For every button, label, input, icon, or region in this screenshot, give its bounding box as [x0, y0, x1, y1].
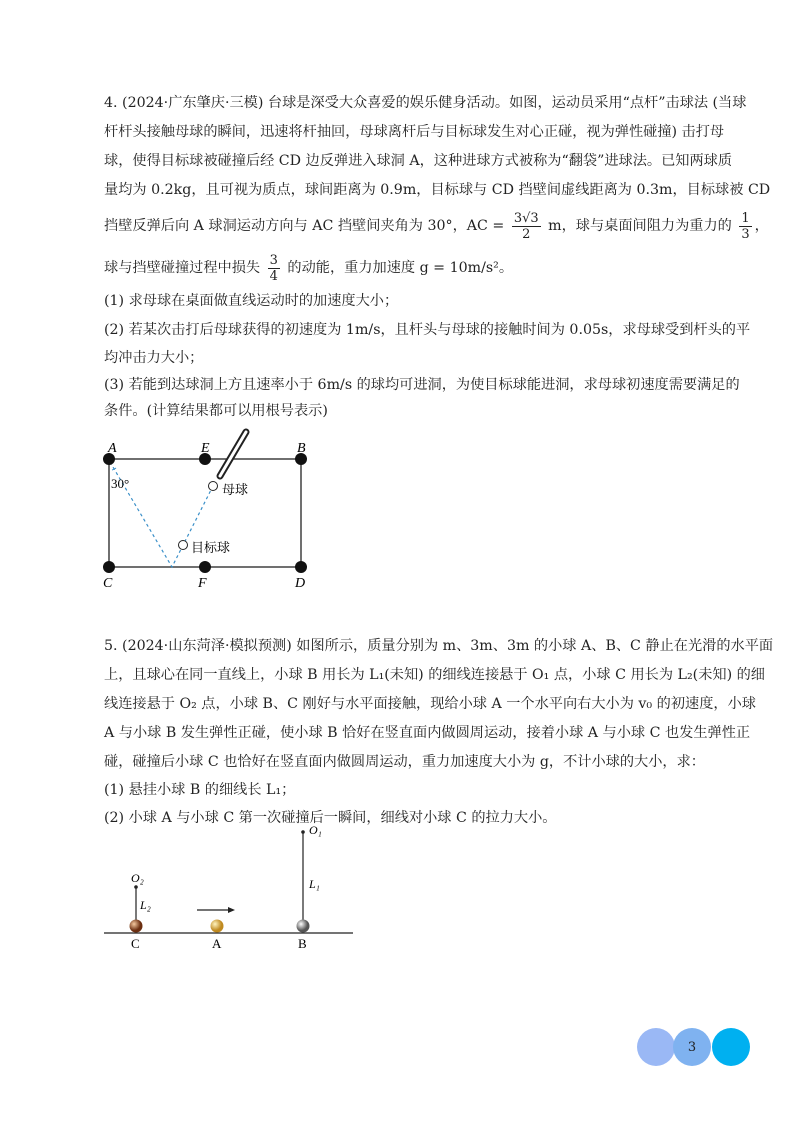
- label-l1: L₁: [309, 877, 320, 891]
- ball-a: [211, 920, 224, 933]
- q5-line: 线连接悬于 O₂ 点，小球 B、C 刚好与水平面接触，现给小球 A 一个水平向右大小为 v₀ 的初速度，小球: [104, 696, 756, 712]
- cue-ball-label: 母球: [222, 482, 249, 497]
- ball-c: [130, 920, 143, 933]
- label-e: E: [201, 441, 210, 456]
- pivot-o1: [301, 830, 305, 834]
- q4-line: 量均为 0.2kg，且可视为质点，球间距离为 0.9m，目标球与 CD 挡壁间虚线距离为 0.3m，目标球被 CD: [104, 182, 771, 198]
- numerator: 1: [741, 210, 750, 226]
- q5-sub: (1) 悬挂小球 B 的细线长 L₁；: [104, 782, 296, 798]
- pocket-c: [103, 561, 115, 573]
- q4-sub: 条件。(计算结果都可以用根号表示): [104, 403, 328, 419]
- ball-b: [297, 920, 310, 933]
- label-f: F: [198, 576, 207, 591]
- cue-ball: [209, 482, 218, 491]
- pocket-f: [199, 561, 211, 573]
- page-badge-left: [637, 1028, 675, 1066]
- pocket-d: [295, 561, 307, 573]
- denominator: 2: [522, 226, 531, 242]
- label-b: B: [298, 936, 307, 951]
- label-a: A: [212, 936, 222, 951]
- q4-sub: (1) 求母球在桌面做直线运动时的加速度大小；: [104, 293, 399, 309]
- target-ball-label: 目标球: [191, 540, 231, 555]
- label-a: A: [108, 441, 117, 456]
- denominator: 4: [269, 268, 278, 284]
- label-d: D: [295, 576, 306, 591]
- label-o1: O₁: [309, 823, 322, 837]
- q4-sub: (2) 若某次击打后母球获得的初速度为 1m/s，且杆头与母球的接触时间为 0.05s，求母球受到杆头的平: [104, 322, 751, 338]
- q4-sub: (3) 若能到达球洞上方且速率小于 6m/s 的球均可进洞，为使目标球能进洞，求母球初速度需要满足的: [104, 377, 740, 393]
- q5-line: 碰，碰撞后小球 C 也恰好在竖直面内做圆周运动，重力加速度大小为 g，不计小球的大小，求：: [104, 754, 705, 770]
- page-badge-right: [712, 1028, 750, 1066]
- q5-line: 上，且球心在同一直线上，小球 B 用长为 L₁(未知) 的细线连接悬于 O₁ 点，小球 C 用长为 L₂(未知) 的细: [104, 667, 765, 683]
- angle-label: 30°: [111, 476, 130, 491]
- text: m，球与桌面间阻力为重力的: [548, 218, 732, 234]
- q5-line: A 与小球 B 发生弹性正碰，使小球 B 恰好在竖直面内做圆周运动，接着小球 A 与小球 C 也发生弹性正: [104, 725, 751, 741]
- q4-sub: 均冲击力大小；: [104, 350, 204, 366]
- billiard-table-figure: [103, 432, 307, 591]
- label-c: C: [131, 936, 140, 951]
- text: 挡壁反弹后向 A 球洞运动方向与 AC 挡壁间夹角为 30°，AC =: [104, 218, 505, 234]
- label-l2: L₂: [140, 898, 151, 912]
- q4-line: 杆杆头接触母球的瞬间，迅速将杆抽回，母球离杆后与目标球发生对心正碰，视为弹性碰撞) 击打母: [104, 124, 725, 140]
- text: 球与挡壁碰撞过程中损失: [104, 260, 261, 276]
- numerator: 3: [269, 252, 278, 268]
- text: 的动能，重力加速度 g = 10m/s²。: [287, 260, 514, 276]
- target-ball: [179, 541, 188, 550]
- pivot-o2: [134, 885, 138, 889]
- pendulum-figure: [104, 823, 353, 951]
- page-number: 3: [673, 1028, 711, 1066]
- q4-line: 球，使得目标球被碰撞后经 CD 边反弹进入球洞 A，这种进球方式被称为“翻袋”进球法。已知两球质: [104, 153, 733, 169]
- q5-sub: (2) 小球 A 与小球 C 第一次碰撞后一瞬间，细线对小球 C 的拉力大小。: [104, 810, 557, 826]
- q4-line: 4. (2024·广东肇庆·三模) 台球是深受大众喜爱的娱乐健身活动。如图，运动员采用“点杆”击球法 (当球: [104, 95, 747, 111]
- q5-line: 5. (2024·山东菏泽·模拟预测) 如图所示，质量分别为 m、3m、3m 的小球 A、B、C 静止在光滑的水平面: [104, 638, 774, 654]
- label-b: B: [297, 441, 306, 456]
- label-o2: O₂: [131, 871, 144, 885]
- numerator: 3√3: [513, 210, 539, 226]
- denominator: 3: [741, 226, 750, 242]
- label-c: C: [103, 576, 113, 591]
- text: ，: [754, 218, 769, 234]
